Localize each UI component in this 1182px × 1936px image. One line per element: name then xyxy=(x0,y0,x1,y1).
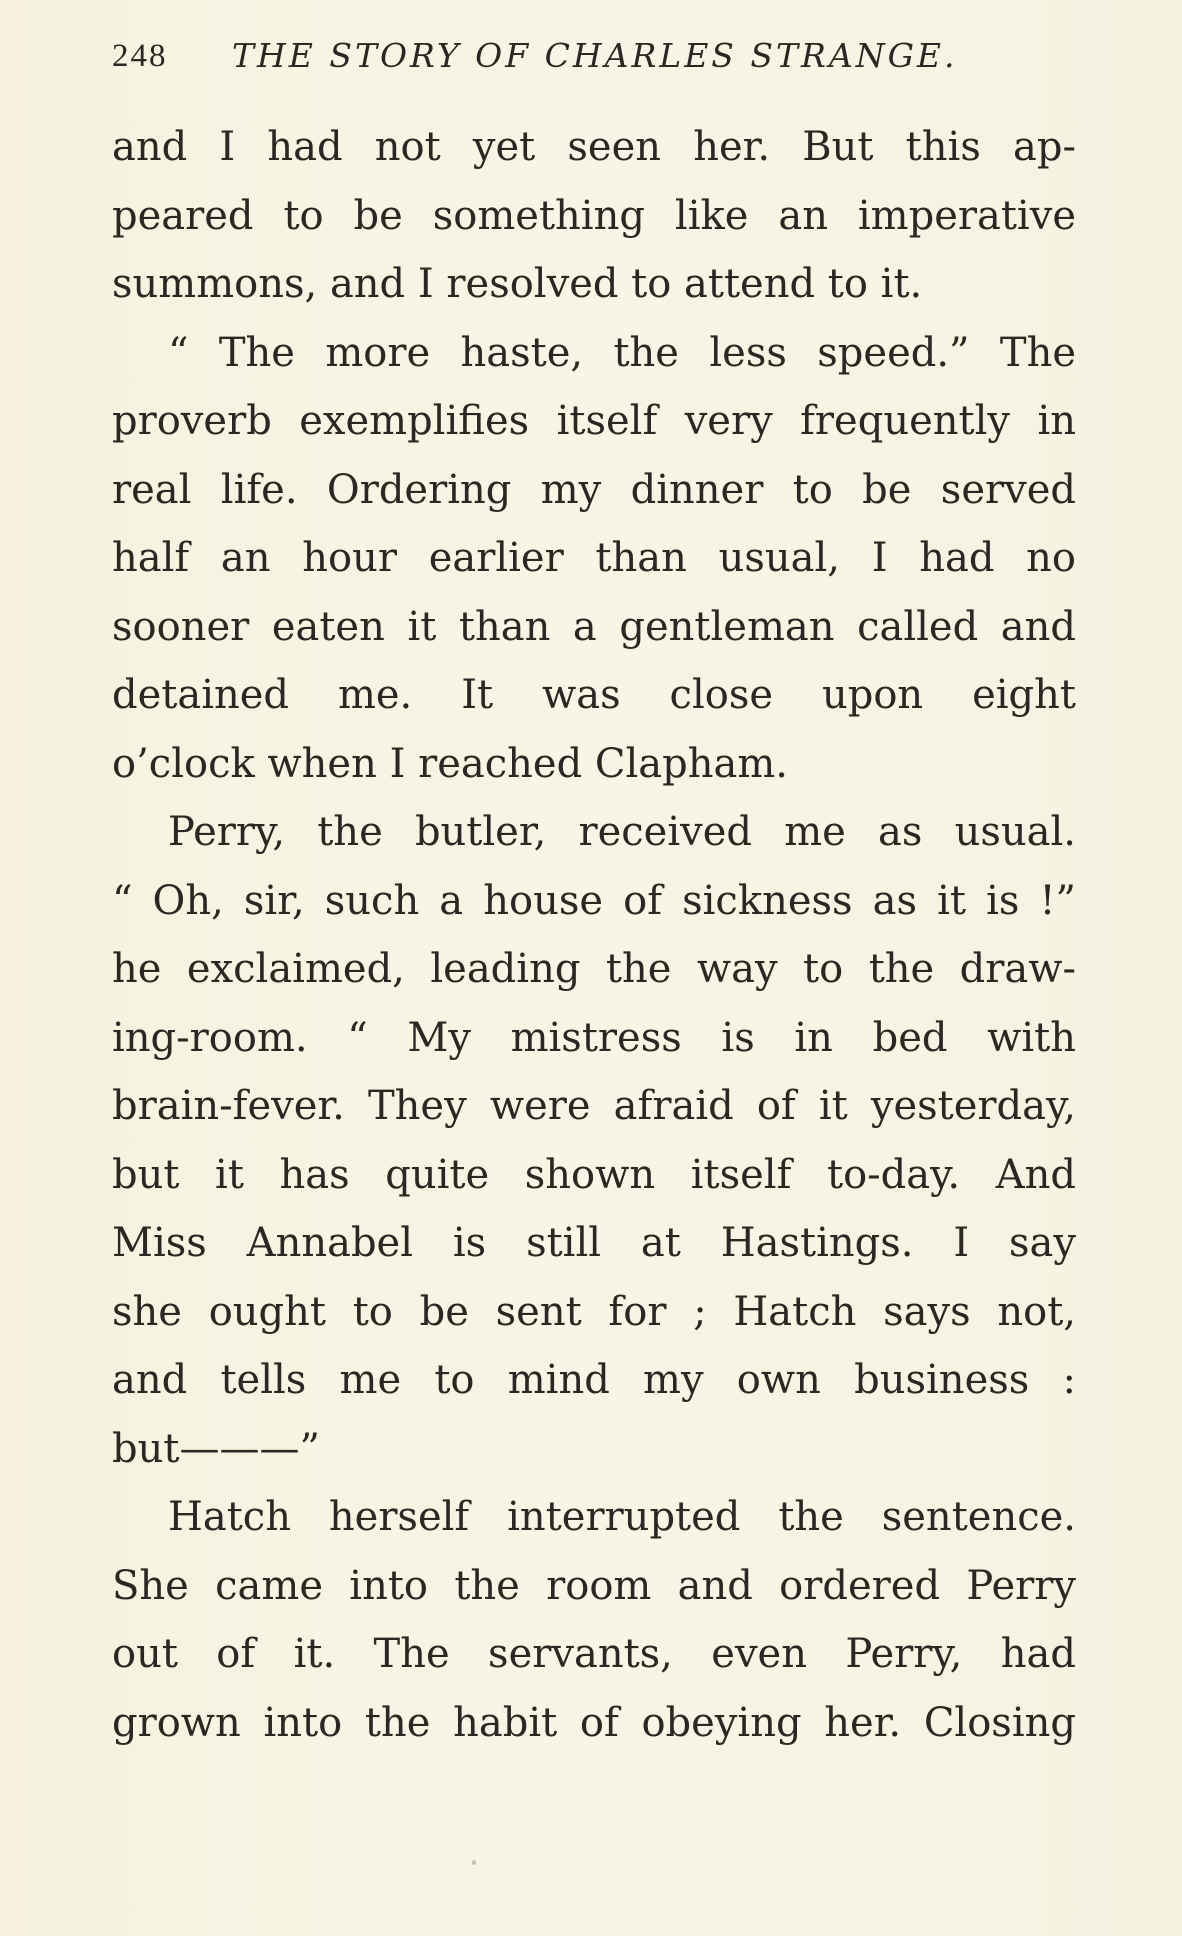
text-line: proverb exemplifies itself very frequently in xyxy=(112,398,1076,444)
text-line: Miss Annabel is still at Hastings. I say xyxy=(112,1220,1076,1266)
text-line: ing-room. “ My mistress is in bed with xyxy=(112,1014,1076,1061)
text-line: “ The more haste, the less speed.” The xyxy=(168,329,1076,376)
text-line: and tells me to mind my own business : xyxy=(112,1357,1076,1403)
text-line: o’clock when I reached Clapham. xyxy=(112,740,788,787)
text-line: sooner eaten it than a gentleman called and xyxy=(112,603,1076,650)
text-line: brain-fever. They were afraid of it yesterday, xyxy=(112,1083,1076,1129)
text-line: out of it. The servants, even Perry, had xyxy=(112,1631,1076,1677)
text-line: She came into the room and ordered Perry xyxy=(112,1562,1076,1609)
text-line: half an hour earlier than usual, I had no xyxy=(112,535,1076,581)
text-line: summons, and I resolved to attend to it. xyxy=(112,261,923,307)
paper-speck xyxy=(472,1860,476,1865)
page-number: 248 xyxy=(112,38,168,74)
text-line: but it has quite shown itself to-day. And xyxy=(112,1151,1076,1198)
text-line: grown into the habit of obeying her. Closing xyxy=(112,1699,1076,1746)
text-line: Hatch herself interrupted the sentence. xyxy=(168,1494,1076,1540)
running-title: THE STORY OF CHARLES STRANGE. xyxy=(232,36,958,75)
text-line: detained me. It was close upon eight xyxy=(112,672,1076,718)
text-line: Perry, the butler, received me as usual. xyxy=(168,809,1076,855)
text-line: she ought to be sent for ; Hatch says not, xyxy=(112,1288,1076,1335)
text-line: real life. Ordering my dinner to be served xyxy=(112,466,1076,513)
text-line: “ Oh, sir, such a house of sickness as it is !” xyxy=(112,877,1076,924)
text-line: peared to be something like an imperative xyxy=(112,192,1076,239)
text-line: he exclaimed, leading the way to the draw- xyxy=(112,946,1076,992)
page-header xyxy=(112,28,1072,84)
body-text xyxy=(112,113,1076,1757)
text-line: but———” xyxy=(112,1425,320,1472)
text-line: and I had not yet seen her. But this ap- xyxy=(112,124,1076,170)
